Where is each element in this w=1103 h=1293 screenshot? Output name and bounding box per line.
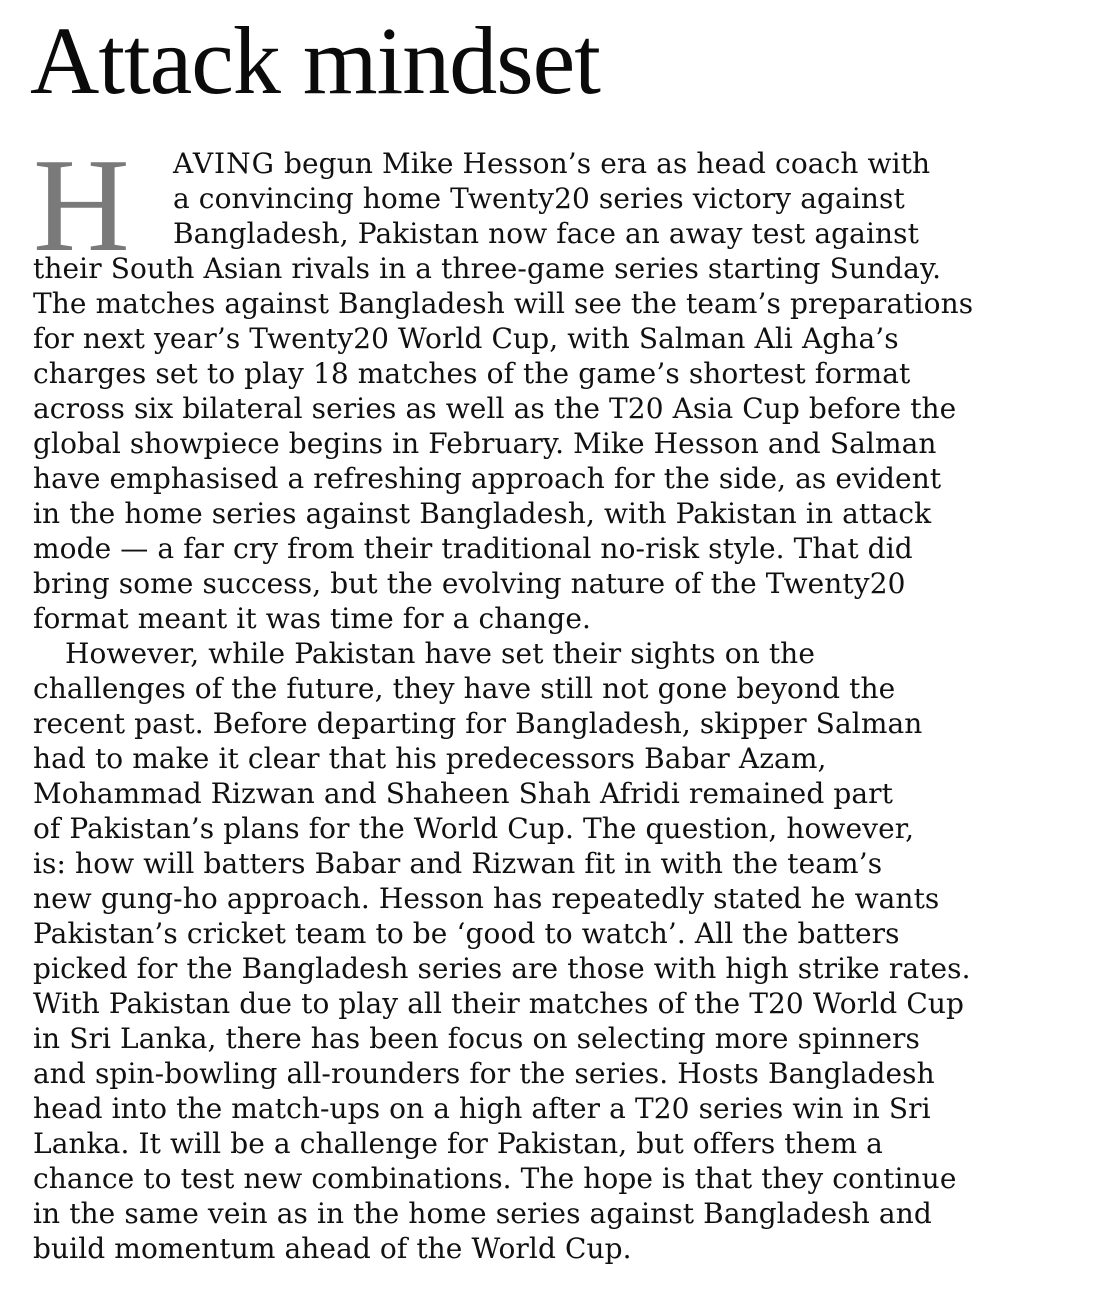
article-line: recent past. Before departing for Bangladesh, skipper Salman [33, 707, 923, 740]
article-line: chance to test new combinations. The hope is that they continue [33, 1162, 957, 1195]
article-line: With Pakistan due to play all their matches of the T20 World Cup [33, 987, 965, 1020]
article-line: in the same vein as in the home series against Bangladesh and [33, 1197, 932, 1230]
article-line: and spin-bowling all-rounders for the series. Hosts Bangladesh [33, 1057, 935, 1090]
article-line: However, while Pakistan have set their sights on the [65, 637, 815, 670]
article-line: for next year’s Twenty20 World Cup, with Salman Ali Agha’s [33, 322, 899, 355]
article-line: have emphasised a refreshing approach for the side, as evident [33, 462, 942, 495]
article-line: bring some success, but the evolving nature of the Twenty20 [33, 567, 906, 600]
article-line: The matches against Bangladesh will see the team’s preparations [33, 287, 974, 320]
article-line: a convincing home Twenty20 series victory against [173, 182, 905, 215]
article-line: head into the match-ups on a high after a T20 series win in Sri [33, 1092, 931, 1125]
first-word: AVING [173, 147, 275, 180]
headline: Attack mindset [30, 7, 600, 114]
article-line: their South Asian rivals in a three-game series starting Sunday. [33, 252, 942, 285]
drop-cap: H [33, 131, 130, 279]
article-line: of Pakistan’s plans for the World Cup. The question, however, [33, 812, 915, 845]
article-line: build momentum ahead of the World Cup. [33, 1232, 632, 1265]
article-line: new gung-ho approach. Hesson has repeatedly stated he wants [33, 882, 940, 915]
article-line: challenges of the future, they have still not gone beyond the [33, 672, 896, 705]
article-line: charges set to play 18 matches of the game’s shortest format [33, 357, 911, 390]
article-line: in Sri Lanka, there has been focus on selecting more spinners [33, 1022, 921, 1055]
article-line: Pakistan’s cricket team to be ‘good to watch’. All the batters [33, 917, 900, 950]
article-line: mode — a far cry from their traditional no-risk style. That did [33, 532, 913, 565]
article-body [33, 131, 1085, 1266]
article-line: AVING begun Mike Hesson’s era as head coach with [173, 147, 931, 180]
article-line: across six bilateral series as well as the T20 Asia Cup before the [33, 392, 957, 425]
article-line: is: how will batters Babar and Rizwan fit in with the team’s [33, 847, 883, 880]
article-line: Mohammad Rizwan and Shaheen Shah Afridi remained part [33, 777, 894, 810]
article-line: format meant it was time for a change. [33, 602, 592, 635]
article-line: had to make it clear that his predecessors Babar Azam, [33, 742, 827, 775]
article-line: Lanka. It will be a challenge for Pakistan, but offers them a [33, 1127, 883, 1160]
article-line: in the home series against Bangladesh, with Pakistan in attack [33, 497, 932, 530]
article-line: Bangladesh, Pakistan now face an away test against [173, 217, 919, 250]
article-line: picked for the Bangladesh series are those with high strike rates. [33, 952, 971, 985]
article-line: global showpiece begins in February. Mike Hesson and Salman [33, 427, 937, 460]
